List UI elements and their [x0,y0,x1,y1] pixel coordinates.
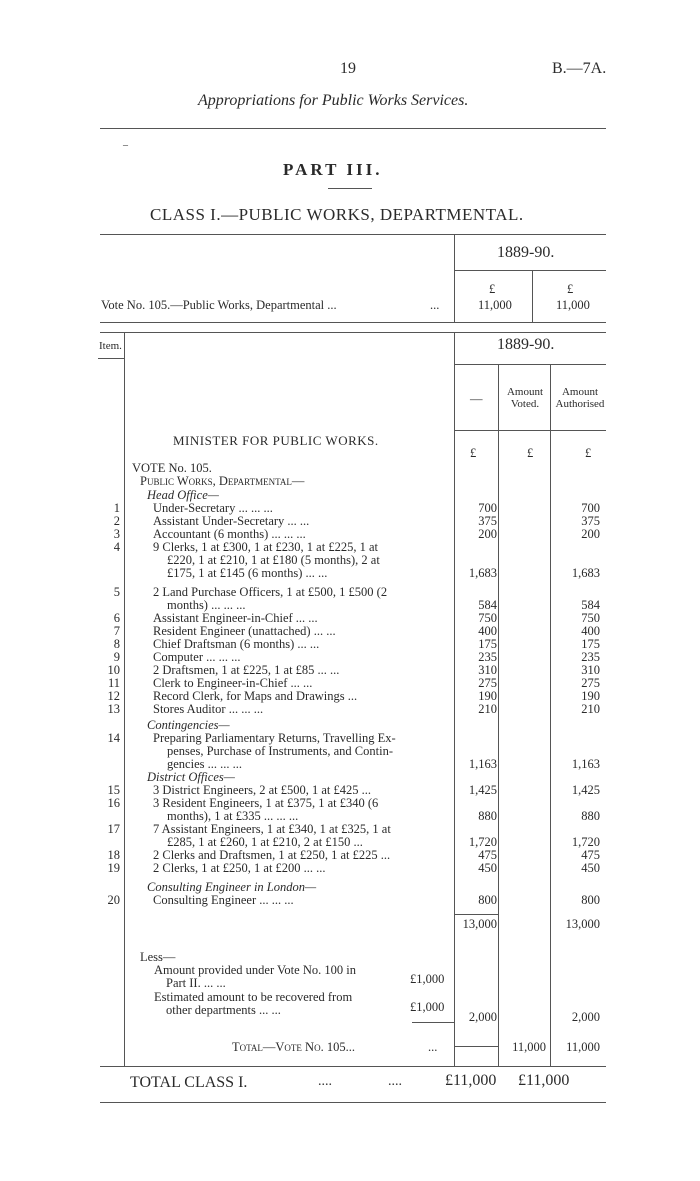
summary-vote-label: Vote No. 105.—Public Works, Departmental ... [101,298,337,312]
item-description: 2 Clerks, 1 at £250, 1 at £200 ... ... [153,861,326,875]
item-authorised-amount: 1,683 [571,566,600,580]
item-number: 17 [107,822,120,836]
item-authorised-amount: 200 [581,527,600,541]
item-number: 15 [107,783,120,797]
item-amount: 375 [478,514,497,528]
consulting-engineer-heading: Consulting Engineer in London— [147,880,317,894]
summary-top-rule [100,234,606,235]
item-number: 2 [113,514,120,528]
summary-bottom-rule [100,322,606,323]
summary-voted: 11,000 [478,298,512,312]
vote-total-dots: ... [428,1040,438,1054]
item-description: Accountant (6 months) ... ... ... [153,527,306,541]
class-total-label: TOTAL CLASS I. [130,1074,248,1091]
item-amount: 880 [478,809,497,823]
item-description: 9 Clerks, 1 at £300, 1 at £230, 1 at £225, 1 at [153,540,378,554]
item-description: 7 Assistant Engineers, 1 at £340, 1 at £325, 1 at [153,822,391,836]
item-column-header: Item. [99,340,122,352]
vote-total-voted: 11,000 [512,1040,546,1054]
item-description: Computer ... ... ... [153,650,241,664]
less-sub-rule [412,1022,454,1023]
item-authorised-amount: 1,163 [571,757,600,771]
less-line2a: Estimated amount to be recovered from [154,990,353,1004]
item-amount: 235 [478,650,497,664]
detail-top-rule [100,332,606,333]
item-authorised-amount: 1,720 [571,835,600,849]
item-description: months), 1 at £335 ... ... ... [167,809,299,823]
item-number: 9 [113,650,120,664]
summary-pound-right: £ [567,282,574,296]
voted-column-divider [498,364,499,1067]
item-authorised-amount: 475 [581,848,600,862]
item-amount: 200 [478,527,497,541]
header-rule [100,128,606,129]
item-amount: 1,425 [468,783,497,797]
item-amount: 800 [478,893,497,907]
less-total-rule [454,1046,498,1047]
item-number: 12 [107,689,120,703]
item-number: 4 [113,540,120,554]
margin-mark: – [123,140,128,151]
item-description: penses, Purchase of Instruments, and Contin- [167,744,394,758]
summary-vote-dots: ... [430,298,440,312]
item-authorised-amount: 700 [581,501,600,515]
less-total: 2,000 [468,1010,497,1024]
district-offices-heading: District Offices— [147,770,235,784]
item-number: 19 [107,861,120,875]
item-authorised-amount: 450 [581,861,600,875]
item-amount: 275 [478,676,497,690]
item-column-divider [124,332,125,1067]
less-line2b: other departments ... ... [166,1003,281,1017]
class-heading: CLASS I.—PUBLIC WORKS, DEPARTMENTAL. [150,205,524,224]
summary-col-divider [532,270,533,322]
item-amount: 190 [478,689,497,703]
vote-title: Public Works, Departmental— [140,474,305,488]
item-amount: 750 [478,611,497,625]
less-amount2: £1,000 [410,1000,445,1014]
footer-rule [100,1102,606,1103]
item-authorised-amount: 750 [581,611,600,625]
vote-total-label: Total—Vote No. 105... [232,1040,355,1054]
item-number: 13 [107,702,120,716]
item-description: months) ... ... ... [167,598,246,612]
item-number: 3 [113,527,120,541]
item-description: Consulting Engineer ... ... ... [153,893,294,907]
item-number: 18 [107,848,120,862]
item-amount: 475 [478,848,497,862]
item-authorised-amount: 175 [581,637,600,651]
subtotal-amount: 13,000 [462,917,497,931]
item-description: gencies ... ... ... [167,757,242,771]
item-description: £175, 1 at £145 (6 months) ... ... [167,566,328,580]
summary-divider [454,234,455,322]
col2-header: Amount Voted. [506,386,544,410]
item-authorised-amount: 400 [581,624,600,638]
item-amount: 450 [478,861,497,875]
page-title: Appropriations for Public Works Services. [198,92,469,109]
item-description: Assistant Engineer-in-Chief ... ... [153,611,318,625]
less-total-authorised: 2,000 [571,1010,600,1024]
summary-authorised: 11,000 [556,298,590,312]
item-authorised-amount: 880 [581,809,600,823]
item-header-rule [98,358,124,359]
item-authorised-amount: 584 [581,598,600,612]
col-header-rule [454,430,606,431]
item-amount: 700 [478,501,497,515]
item-description: 3 Resident Engineers, 1 at £375, 1 at £340 (6 [153,796,379,810]
item-amount: 175 [478,637,497,651]
item-amount: 210 [478,702,497,716]
summary-pound-left: £ [489,282,496,296]
pound-col2: £ [527,446,534,460]
item-description: Preparing Parliamentary Returns, Travelling Ex- [153,731,396,745]
item-description: 2 Land Purchase Officers, 1 at £500, 1 £500 (2 [153,585,388,599]
detail-year-rule [454,364,606,365]
item-amount: 584 [478,598,497,612]
authorised-column-divider [550,364,551,1067]
less-heading: Less— [140,950,176,964]
class-total-dots1: .... [318,1074,332,1089]
item-amount: 1,163 [468,757,497,771]
vote-number: VOTE No. 105. [132,461,212,475]
item-description: £220, 1 at £210, 1 at £180 (5 months), 2 at [167,553,380,567]
col1-header: — [470,392,483,406]
pound-col3: £ [585,446,592,460]
item-description: Resident Engineer (unattached) ... ... [153,624,336,638]
item-description: 2 Clerks and Draftsmen, 1 at £250, 1 at £225 ... [153,848,391,862]
detail-year: 1889-90. [497,336,555,353]
class-total-voted: £11,000 [445,1072,497,1089]
item-authorised-amount: 1,425 [571,783,600,797]
summary-year: 1889-90. [497,244,555,261]
part-heading: PART III. [283,160,383,179]
head-office-heading: Head Office— [147,488,219,502]
item-description: Under-Secretary ... ... ... [153,501,273,515]
pound-col1: £ [470,446,477,460]
minister-heading: MINISTER FOR PUBLIC WORKS. [173,433,379,448]
item-number: 8 [113,637,120,651]
less-amount1: £1,000 [410,972,445,986]
item-number: 6 [113,611,120,625]
item-number: 7 [113,624,120,638]
item-number: 11 [107,676,120,690]
item-authorised-amount: 800 [581,893,600,907]
item-authorised-amount: 375 [581,514,600,528]
document-reference: B.—7A. [552,60,607,77]
item-description: £285, 1 at £260, 1 at £210, 2 at £150 ... [167,835,363,849]
item-description: Chief Draftsman (6 months) ... ... [153,637,320,651]
item-authorised-amount: 275 [581,676,600,690]
vote-total-authorised: 11,000 [566,1040,600,1054]
part-underline [328,188,372,189]
page-number: 19 [340,60,356,77]
summary-year-rule [454,270,606,271]
item-number: 1 [113,501,120,515]
item-amount: 310 [478,663,497,677]
item-number: 14 [107,731,120,745]
item-authorised-amount: 210 [581,702,600,716]
class-total-authorised: £11,000 [518,1072,570,1089]
subtotal-authorised: 13,000 [565,917,600,931]
subtotal-rule [454,914,498,915]
item-description: 2 Draftsmen, 1 at £225, 1 at £85 ... ... [153,663,340,677]
contingencies-heading: Contingencies— [147,718,230,732]
item-authorised-amount: 235 [581,650,600,664]
item-description: Record Clerk, for Maps and Drawings ... [153,689,358,703]
item-description: Stores Auditor ... ... ... [153,702,264,716]
item-amount: 400 [478,624,497,638]
item-description: Assistant Under-Secretary ... ... [153,514,310,528]
item-authorised-amount: 190 [581,689,600,703]
less-line1b: Part II. ... ... [166,976,226,990]
class-total-dots2: .... [388,1074,402,1089]
item-amount: 1,720 [468,835,497,849]
detail-bottom-rule [100,1066,606,1067]
item-description: 3 District Engineers, 2 at £500, 1 at £425 ... [153,783,372,797]
item-description: Clerk to Engineer-in-Chief ... ... [153,676,313,690]
item-number: 16 [107,796,120,810]
item-amount: 1,683 [468,566,497,580]
item-number: 20 [107,893,120,907]
item-authorised-amount: 310 [581,663,600,677]
less-line1a: Amount provided under Vote No. 100 in [154,963,356,977]
item-number: 5 [113,585,120,599]
item-number: 10 [107,663,120,677]
col3-header: Amount Authorised [555,386,605,410]
